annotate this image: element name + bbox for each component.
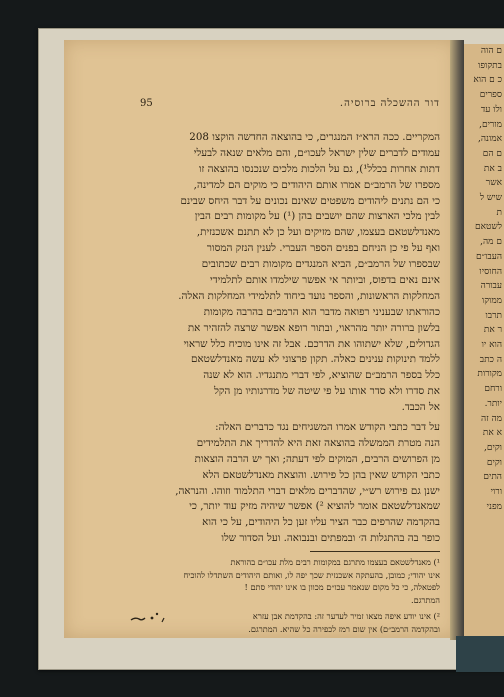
text-line: ישנן גם פירוש רש״י, שהדברים מלאים דברי התלמוד וזוהו. והנראה, xyxy=(175,484,440,497)
pencil-mark xyxy=(128,604,172,626)
facing-page-fragment: שיש ל xyxy=(479,193,502,204)
facing-page-fragment: ולו עד xyxy=(480,104,502,115)
facing-page-fragment: ם הם xyxy=(482,148,502,159)
facing-page-fragment: התים xyxy=(483,472,502,483)
text-line: ואף על פי כן הניחם בפנים הספר העברי. לענין הנזק המסור xyxy=(206,242,440,255)
text-line: את סדרו ולא סדר אותו על פי שיטה של מדרגותיו מן הקל xyxy=(214,385,440,398)
text-line: שבספרו של הרמב״ם, הביא המנגדים מקומות רבים שכתובים xyxy=(201,258,440,271)
text-line: המקריים. ככה הרא״ז המנגרים, כי בהוצאה החדשה הוקצו 208 xyxy=(189,131,440,143)
footnote-line: אינו יהודי; כמובן, בהעתקה אשכנזית שכך יפה לו, ואותם היהודים השתדלו להוכיח xyxy=(183,569,440,580)
text-line: על דבר כתבי הקודש אמרו המשגיחים נגד כדברים האלה: xyxy=(215,421,440,434)
facing-page-fragment: ר את xyxy=(483,325,502,336)
body-text xyxy=(142,130,440,547)
text-line: מן הפרושים הרבים, המוקים לפי דעתה; ואך יש הרבה הוצאות xyxy=(194,452,440,465)
facing-page-fragment: ב את xyxy=(483,163,502,174)
facing-page-fragment: ה כתב xyxy=(479,354,502,365)
running-header xyxy=(140,98,440,114)
facing-page-fragment: וקים xyxy=(486,457,502,468)
facing-page-fragment: הוא יו xyxy=(481,340,502,351)
facing-page-fragment: ם הוה xyxy=(480,46,502,56)
footnote-divider xyxy=(310,551,440,552)
footnote-line: ¹) מאנדלשטאם בעצמו מתרגם במקומות רבים מלת עכו״ם בהוראת xyxy=(230,557,440,567)
facing-page-fragment: וקים, xyxy=(484,442,502,453)
facing-page-fragment: ת xyxy=(496,207,502,218)
facing-page-fragment: אמונה, xyxy=(477,134,502,145)
text-line: הגדולים, שלא ישתוהו את הדרכם. אבל זה אינו מוכיח כלל שראוי xyxy=(183,337,440,350)
text-line: מספרו של הרמב״ם אמרו אותם היהודים כי מוקים הם למדינה, xyxy=(193,178,440,191)
text-line: הנה מטרת הממשלה בהוצאה זאת היא להדריך את התלמידים xyxy=(196,436,440,449)
facing-page-fragment: א את xyxy=(482,428,502,439)
facing-page-fragment: העבו״ם xyxy=(476,251,502,262)
text-line: עמודים לדברים שלין ישראל לעכו״ם, והם מלאים שנאה לבעלי xyxy=(193,146,440,159)
facing-page-fragment: תרבו xyxy=(485,310,502,321)
text-line: כהוראתו שבעניני רפואה מדבר הוא הרמב״ם בהרבה מקומות xyxy=(203,305,440,318)
facing-page-fragment: לשטאם xyxy=(474,222,502,233)
facing-page-fragment: מקורות xyxy=(477,369,502,380)
text-line: כופר בה בהתגלות ה׳ ובמפתים ובנבואה. ועל הסדור שלו xyxy=(221,532,440,545)
text-line: לבין מלכי הארצות שהם יושבים בהן (¹) על מקומות רבים הבין xyxy=(194,210,440,223)
text-line: מאנדלשטאם בעצמו, שהם מזיקים ועל כן לא תתנם אשכנזית, xyxy=(196,226,440,239)
facing-page-fragment: מפני xyxy=(486,501,502,512)
text-line: כלל בספר הרמב״ם שהוציא, לפי דברי מתנגדיו. הוא לא שנה xyxy=(203,369,440,382)
footnote-line: המתרגם. xyxy=(411,594,440,605)
text-line: כי הם נתנים ליהודים משפטים שאינם נכונים על דבר היחס שבינם xyxy=(180,194,440,207)
text-line: כתבי הקודש שאין בהן כל פירוש. והוצאת מאנדלשטאם הלא xyxy=(202,468,440,481)
footnote-line: ובהקדמה הרמב״ם) אין שום רמז לכפירה כל שהיא. המתרגם. xyxy=(248,623,440,634)
text-line: שמאנדלשטאם אומר להוציא ²) אפשר שיהיה מזיק עוד יותר, כי xyxy=(189,500,440,513)
facing-page-fragment: החוסיו xyxy=(479,266,502,277)
running-title: דור ההשכלה ברוסיה. xyxy=(339,98,440,109)
book-spine-gutter xyxy=(450,40,464,640)
page-number: 95 xyxy=(140,98,153,109)
facing-page-fragment: מורים, xyxy=(479,119,502,130)
facing-page-fragment: ם מה, xyxy=(480,237,502,248)
footnote-line: לפטאלה, כי כל מקום שנאמר עכו״ם מכוון בו אינו יהודי סתם ! xyxy=(244,582,440,593)
footnote-line: ²) אינו יודע איפה מצאו זמיר לעדער זה: בהקדמת אבן עזרא xyxy=(252,611,440,622)
facing-page-fragment: כ ם הוא xyxy=(473,75,502,86)
text-line: ללמד תינוקות ענינים כאלה. תקון פרצוני לא עשה מאנדלשטאם xyxy=(191,353,440,366)
facing-page-fragment: בתקופו xyxy=(478,60,502,71)
text-line: בלשון ברורה יותר מהראוי, ובתור רופא אפשר שרצה להזהיר את xyxy=(187,321,440,334)
facing-page-fragment: ממוקו xyxy=(481,295,502,306)
background-strip xyxy=(456,636,504,672)
text-line: המחלקות הראשונות, והספר נועד ביחוד לתלמידי המחלקות האלה. xyxy=(178,289,440,302)
footnotes xyxy=(142,556,440,636)
text-line: אל הכבד. xyxy=(401,401,440,414)
facing-page-fragment: מה זה xyxy=(480,413,502,424)
facing-page-fragment: ורוי xyxy=(490,487,502,498)
facing-page-fragment: אשר xyxy=(485,178,502,189)
text-line: בהקדמה שהרפים כבר הציר עליו זען כל היהודים, על כי הוא xyxy=(202,516,440,529)
facing-page-fragment: יותר. xyxy=(484,398,502,409)
facing-page-edge xyxy=(464,44,504,638)
facing-page-fragment: ורחם xyxy=(484,384,502,395)
facing-page-fragment: ספרים xyxy=(479,90,502,101)
text-line: דתות אחרות בכלל¹), גם על הלכות מלכים שנכנסו בהוצאה זו xyxy=(198,162,440,175)
facing-page-fragment: עבורה xyxy=(480,281,502,292)
text-line: אינם נאים בדפוס, וביותר אי אפשר שילמדו אותם לתלמידי xyxy=(209,274,440,287)
